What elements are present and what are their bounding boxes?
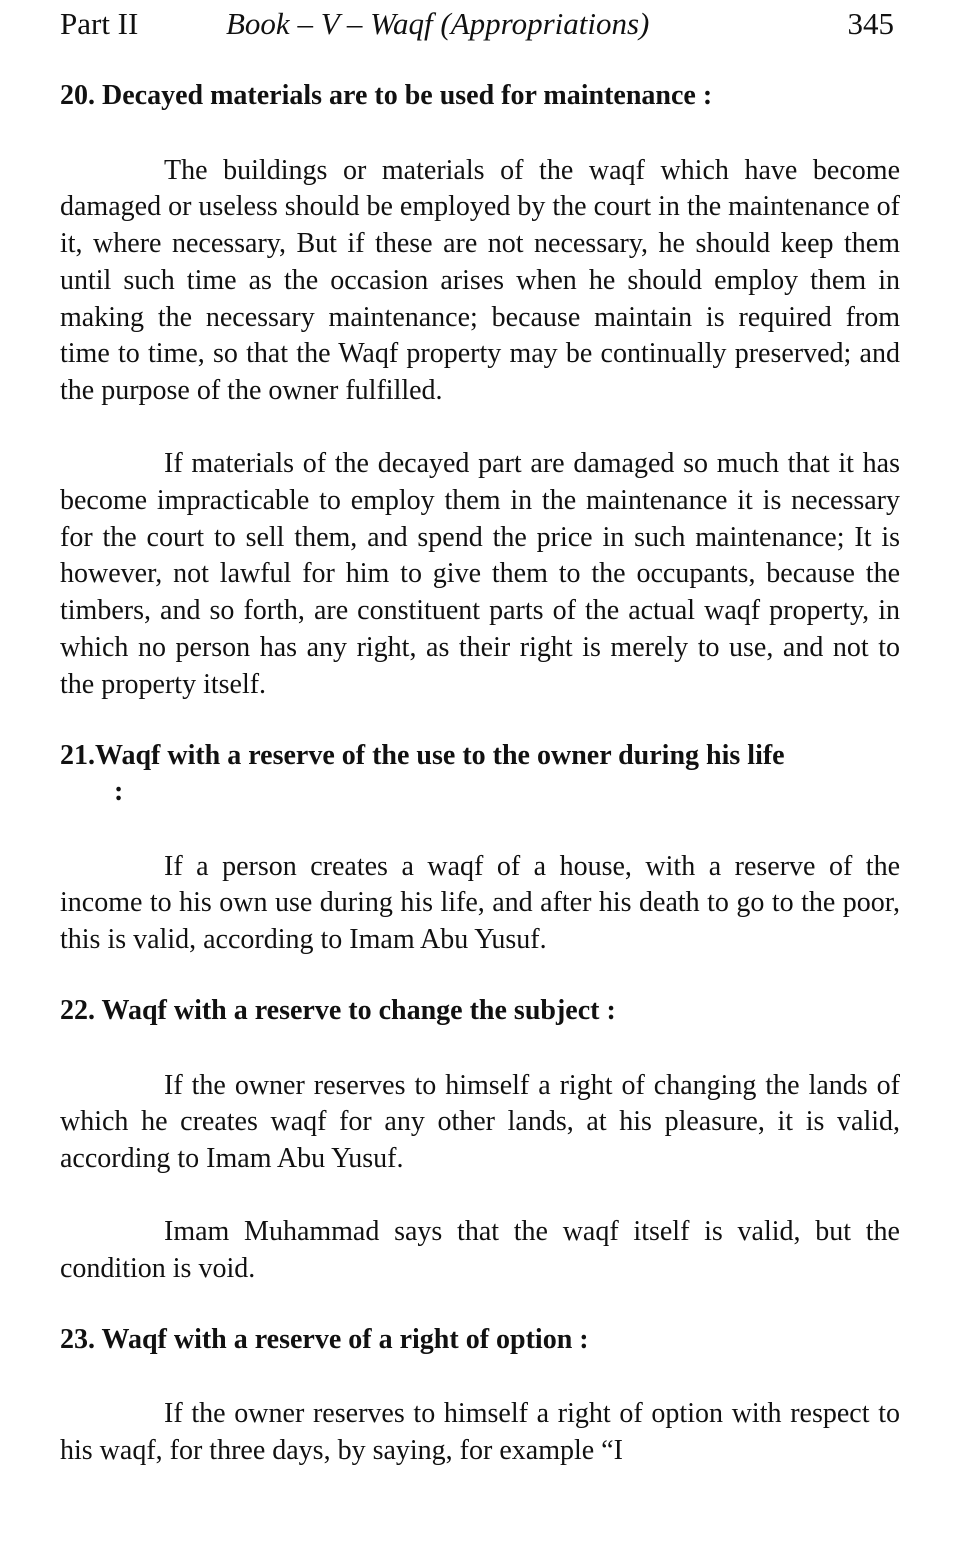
paragraph: If materials of the decayed part are damaged so much that it has become impracticable to employ them in the maintenance it is necessary for the court to sell them, and spend the price in such maintenance; It is however, not lawful for him to give them to the occupants, because the timbers, and so forth, are constituent parts of the actual waqf property, in which no person has any right, as their right is merely to use, and not to the property itself. xyxy=(60,448,900,700)
paragraph: If the owner reserves to himself a right of option with respect to his waqf, for three days, by saying, for example “I xyxy=(60,1398,900,1466)
section-heading-22: 22. Waqf with a reserve to change the subject : xyxy=(60,995,616,1027)
section-heading-20: 20. Decayed materials are to be used for maintenance : xyxy=(60,80,713,111)
page-number: 345 xyxy=(847,6,894,41)
page-body xyxy=(60,78,900,1470)
running-head-title: Book – V – Waqf (Appropriations) xyxy=(226,6,650,41)
running-head xyxy=(60,4,900,44)
paragraph: If the owner reserves to himself a right of changing the lands of which he creates waqf for any other lands, at his pleasure, it is valid, according to Imam Abu Yusuf. xyxy=(60,1069,900,1175)
section-heading-21-text: 21.Waqf with a reserve of the use to the owner during his life xyxy=(60,739,785,771)
section-heading-21-colon: : xyxy=(114,776,124,808)
section-heading-21 xyxy=(60,738,900,811)
paragraph: The buildings or materials of the waqf which have become damaged or useless should be employed by the court in the maintenance of it, where necessary, But if these are not necessary, he should keep them until such time as the occasion arises when he should employ them in making the necessary maintenance; because maintain is required from time to time, so that the Waqf property may be continually preserved; and the purpose of the owner fulfilled. xyxy=(60,154,900,407)
running-head-part: Part II xyxy=(60,6,139,41)
section-heading-23: 23. Waqf with a reserve of a right of option : xyxy=(60,1323,589,1355)
paragraph: Imam Muhammad says that the waqf itself is valid, but the condition is void. xyxy=(60,1215,900,1284)
paragraph: If a person creates a waqf of a house, with a reserve of the income to his own use during his life, and after his death to go to the poor, this is valid, according to Imam Abu Yusuf. xyxy=(60,850,900,956)
